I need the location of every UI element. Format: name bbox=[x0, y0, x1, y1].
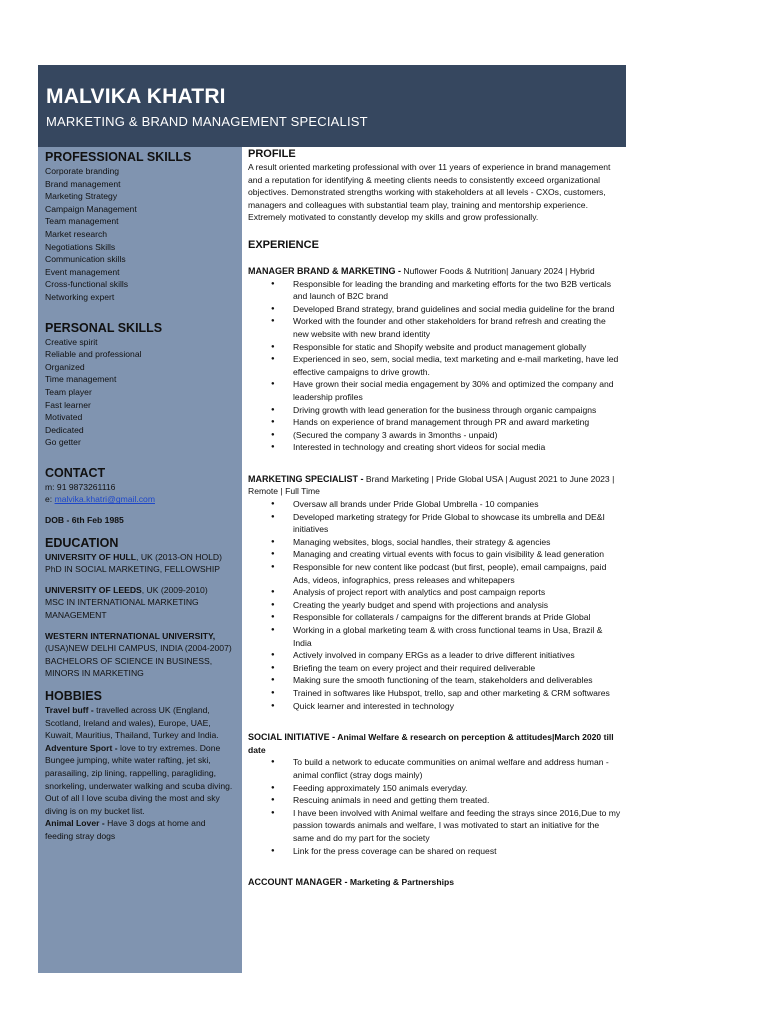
job-heading bbox=[248, 473, 622, 498]
education-entry-western bbox=[45, 630, 236, 680]
contact-dob: DOB - 6th Feb 1985 bbox=[45, 515, 124, 526]
education-degree: BACHELORS OF SCIENCE IN BUSINESS, MINORS IN MARKETING bbox=[45, 655, 213, 679]
professional-skill-item: Brand management bbox=[45, 178, 121, 189]
job-bullet: ● Making sure the smooth functioning of the team, stakeholders and deliverables bbox=[293, 674, 622, 687]
job-title: MANAGER BRAND & MARKETING - bbox=[248, 265, 401, 276]
professional-skill-item: Corporate branding bbox=[45, 166, 120, 176]
job-details: Animal Welfare & research on perception & attitudes|March 2020 till date bbox=[248, 732, 614, 755]
education-school: UNIVERSITY OF LEEDS bbox=[45, 584, 142, 595]
professional-skills-list bbox=[45, 165, 236, 304]
job-bullet: ● Quick learner and interested in technology bbox=[293, 700, 622, 713]
job-heading bbox=[248, 731, 622, 756]
resume-header bbox=[38, 65, 626, 147]
education-degree: MSC IN INTERNATIONAL MARKETING MANAGEMENT bbox=[45, 597, 199, 621]
professional-skill-item: Team management bbox=[45, 216, 119, 227]
education-location: , UK (2013-ON HOLD) bbox=[136, 551, 223, 562]
hobby-text: travelled across UK (England, Scotland, Ireland and wales), Europe, UAE, Kuwait, Mauritius, Thailand, Turkey and India. bbox=[45, 705, 219, 741]
personal-skill-item: Reliable and professional bbox=[45, 349, 142, 360]
job-bullet: ● Working in a global marketing team & with cross functional teams in Usa, Brazil & India bbox=[293, 624, 622, 649]
hobby-adventure bbox=[45, 742, 236, 792]
hobby-label: Travel buff - bbox=[45, 705, 94, 715]
professional-skill-item: Networking expert bbox=[45, 291, 115, 302]
job-bullet: ● Briefing the team on every project and their required deliverable bbox=[293, 662, 622, 675]
contact-heading: CONTACT bbox=[45, 465, 106, 480]
personal-skill-item: Creative spirit bbox=[45, 336, 98, 347]
professional-skill-item: Communication skills bbox=[45, 254, 126, 265]
job-bullet: ● Oversaw all brands under Pride Global Umbrella - 10 companies bbox=[293, 498, 622, 511]
job-bullet: ● Responsible for new content like podcast (but first, people), email campaigns, paid Ads, videos, infographics, press releases and whitepapers bbox=[293, 561, 622, 586]
job-title: SOCIAL INITIATIVE - bbox=[248, 732, 336, 743]
job-bullet: ● Responsible for collaterals / campaigns for the different brands at Pride Global bbox=[293, 611, 622, 624]
job-details: Marketing & Partnerships bbox=[347, 877, 454, 888]
personal-skill-item: Dedicated bbox=[45, 424, 84, 435]
job-bullet: ● Interested in technology and creating short videos for social media bbox=[293, 441, 622, 454]
job-bullet: ● Trained in softwares like Hubspot, trello, sap and other marketing & CRM softwares bbox=[293, 687, 622, 700]
job-bullet: ● Developed marketing strategy for Pride Global to showcase its umbrella and DE&I initiatives bbox=[293, 511, 622, 536]
job-heading bbox=[248, 265, 622, 278]
job-bullet: ● Rescuing animals in need and getting them treated. bbox=[293, 794, 622, 807]
job-entry bbox=[248, 731, 622, 857]
job-bullet: ● Driving growth with lead generation for the business through organic campaigns bbox=[293, 404, 622, 417]
job-bullet: ● Experienced in seo, sem, social media, text marketing and e-mail marketing, have led effective campaigns to drive growth. bbox=[293, 353, 622, 378]
experience-heading: EXPERIENCE bbox=[248, 238, 319, 251]
job-details: Brand Marketing | Pride Global USA | August 2021 to June 2023 | Remote | Full Time bbox=[248, 473, 615, 497]
professional-skill-item: Negotiations Skills bbox=[45, 241, 116, 252]
hobby-label: Animal Lover - bbox=[45, 818, 105, 829]
professional-skill-item: Cross-functional skills bbox=[45, 279, 129, 290]
main-content bbox=[248, 147, 622, 977]
hobby-text: Have 3 dogs at home and feeding stray dogs bbox=[45, 818, 206, 841]
job-bullet: ● (Secured the company 3 awards in 3months - unpaid) bbox=[293, 429, 622, 442]
professional-skill-item: Market research bbox=[45, 228, 108, 239]
job-bullet: ● Responsible for leading the branding and marketing efforts for the two B2B verticals and launch of B2C brand bbox=[293, 278, 622, 303]
job-bullet: ● Managing websites, blogs, social handles, their strategy & agencies bbox=[293, 536, 622, 549]
education-location: , UK (2009-2010) bbox=[141, 584, 208, 595]
job-bullet: ● To build a network to educate communities on animal welfare and address human - animal conflict (stray dogs mainly) bbox=[293, 756, 622, 781]
job-bullet: ● Hands on experience of brand management through PR and award marketing bbox=[293, 416, 622, 429]
personal-skill-item: Team player bbox=[45, 386, 92, 397]
experience-list bbox=[248, 265, 622, 889]
profile-summary: A result oriented marketing professional with over 11 years of experience in brand management and a reputation for identifying & meeting clients needs to consistently exceed organizational objectives. Demonstrated strengths working with stakeholders at all levels - CXOs, customers, managers and colleagues with substantial team play, training and mentorship experience. Extremely motivated to constantly develop my skills and grow professionally. bbox=[248, 162, 611, 223]
education-school: UNIVERSITY OF HULL bbox=[45, 551, 137, 562]
job-title: MARKETING SPECIALIST - bbox=[248, 473, 364, 484]
job-bullet: ● Feeding approximately 150 animals everyday. bbox=[293, 782, 622, 795]
professional-skill-item: Marketing Strategy bbox=[45, 191, 118, 202]
personal-skill-item: Go getter bbox=[45, 437, 81, 448]
personal-skills-list bbox=[45, 336, 236, 449]
personal-skills-heading: PERSONAL SKILLS bbox=[45, 320, 163, 335]
job-title: ACCOUNT MANAGER - bbox=[248, 877, 348, 888]
education-entry-hull bbox=[45, 551, 236, 576]
job-bullet: ● Actively involved in company ERGs as a leader to drive different initiatives bbox=[293, 649, 622, 662]
personal-skill-item: Motivated bbox=[45, 412, 83, 423]
hobby-label: Adventure Sport - bbox=[45, 742, 118, 753]
hobby-scuba: Out of all I love scuba diving the most and sky diving is on my bucket list. bbox=[45, 793, 220, 816]
hobby-animal bbox=[45, 817, 236, 842]
job-entry bbox=[248, 876, 622, 889]
job-entry bbox=[248, 473, 622, 712]
job-bullet: ● Responsible for static and Shopify website and product management globally bbox=[293, 341, 622, 354]
professional-skill-item: Event management bbox=[45, 266, 120, 277]
education-degree: PhD IN SOCIAL MARKETING, FELLOWSHIP bbox=[45, 564, 220, 575]
hobby-text: love to try extremes. Done Bungee jumping, white water rafting, jet ski, parasailing, zip lining, rappelling, paragliding, snorkeling, underwater walking and scuba diving. bbox=[45, 742, 233, 791]
professional-skill-item: Campaign Management bbox=[45, 203, 137, 214]
education-entry-leeds bbox=[45, 584, 236, 622]
profile-heading: PROFILE bbox=[248, 148, 296, 160]
contact-phone: m: 91 9873261116 bbox=[45, 481, 116, 492]
education-heading: EDUCATION bbox=[45, 535, 119, 550]
hobbies-heading: HOBBIES bbox=[45, 689, 102, 703]
job-bullet: ● Creating the yearly budget and spend with projections and analysis bbox=[293, 599, 622, 612]
job-bullet: ● Managing and creating virtual events with focus to gain visibility & lead generation bbox=[293, 548, 622, 561]
job-bullet: ● Link for the press coverage can be shared on request bbox=[293, 845, 622, 858]
email-link[interactable]: malvika.khatri@gmail.com bbox=[54, 494, 155, 505]
job-bullets bbox=[248, 278, 622, 454]
job-details: Nuflower Foods & Nutrition| January 2024 | Hybrid bbox=[401, 265, 595, 276]
job-bullet: ● Have grown their social media engagement by 30% and optimized the company and leadership profiles bbox=[293, 378, 622, 403]
job-bullets bbox=[248, 756, 622, 857]
job-bullet: ● Developed Brand strategy, brand guidelines and social media guideline for the brand bbox=[293, 303, 622, 316]
education-location: (USA)NEW DELHI CAMPUS, INDIA (2004-2007) bbox=[45, 643, 232, 654]
job-bullet: ● I have been involved with Animal welfare and feeding the strays since 2016,Due to my passion towards animals and welfare, I was motivated to start an initiative for the same and do my part for the society bbox=[293, 807, 622, 845]
professional-skills-heading: PROFESSIONAL SKILLS bbox=[45, 150, 192, 164]
sidebar bbox=[38, 147, 242, 973]
job-bullets bbox=[248, 498, 622, 712]
education-school: WESTERN INTERNATIONAL UNIVERSITY, bbox=[45, 630, 216, 641]
personal-skill-item: Fast learner bbox=[45, 399, 91, 410]
job-entry bbox=[248, 265, 622, 454]
personal-skill-item: Organized bbox=[45, 361, 85, 372]
job-bullet: ● Analysis of project report with analytics and post campaign reports bbox=[293, 586, 622, 599]
job-bullet: ● Worked with the founder and other stakeholders for brand refresh and creating the new website with new brand identity bbox=[293, 315, 622, 340]
email-prefix: e: bbox=[45, 494, 55, 505]
job-heading bbox=[248, 876, 622, 889]
hobby-travel bbox=[45, 704, 236, 742]
contact-email-row bbox=[45, 493, 236, 506]
candidate-role: MARKETING & BRAND MANAGEMENT SPECIALIST bbox=[46, 114, 368, 129]
personal-skill-item: Time management bbox=[45, 374, 117, 385]
candidate-name: MALVIKA KHATRI bbox=[46, 85, 226, 108]
